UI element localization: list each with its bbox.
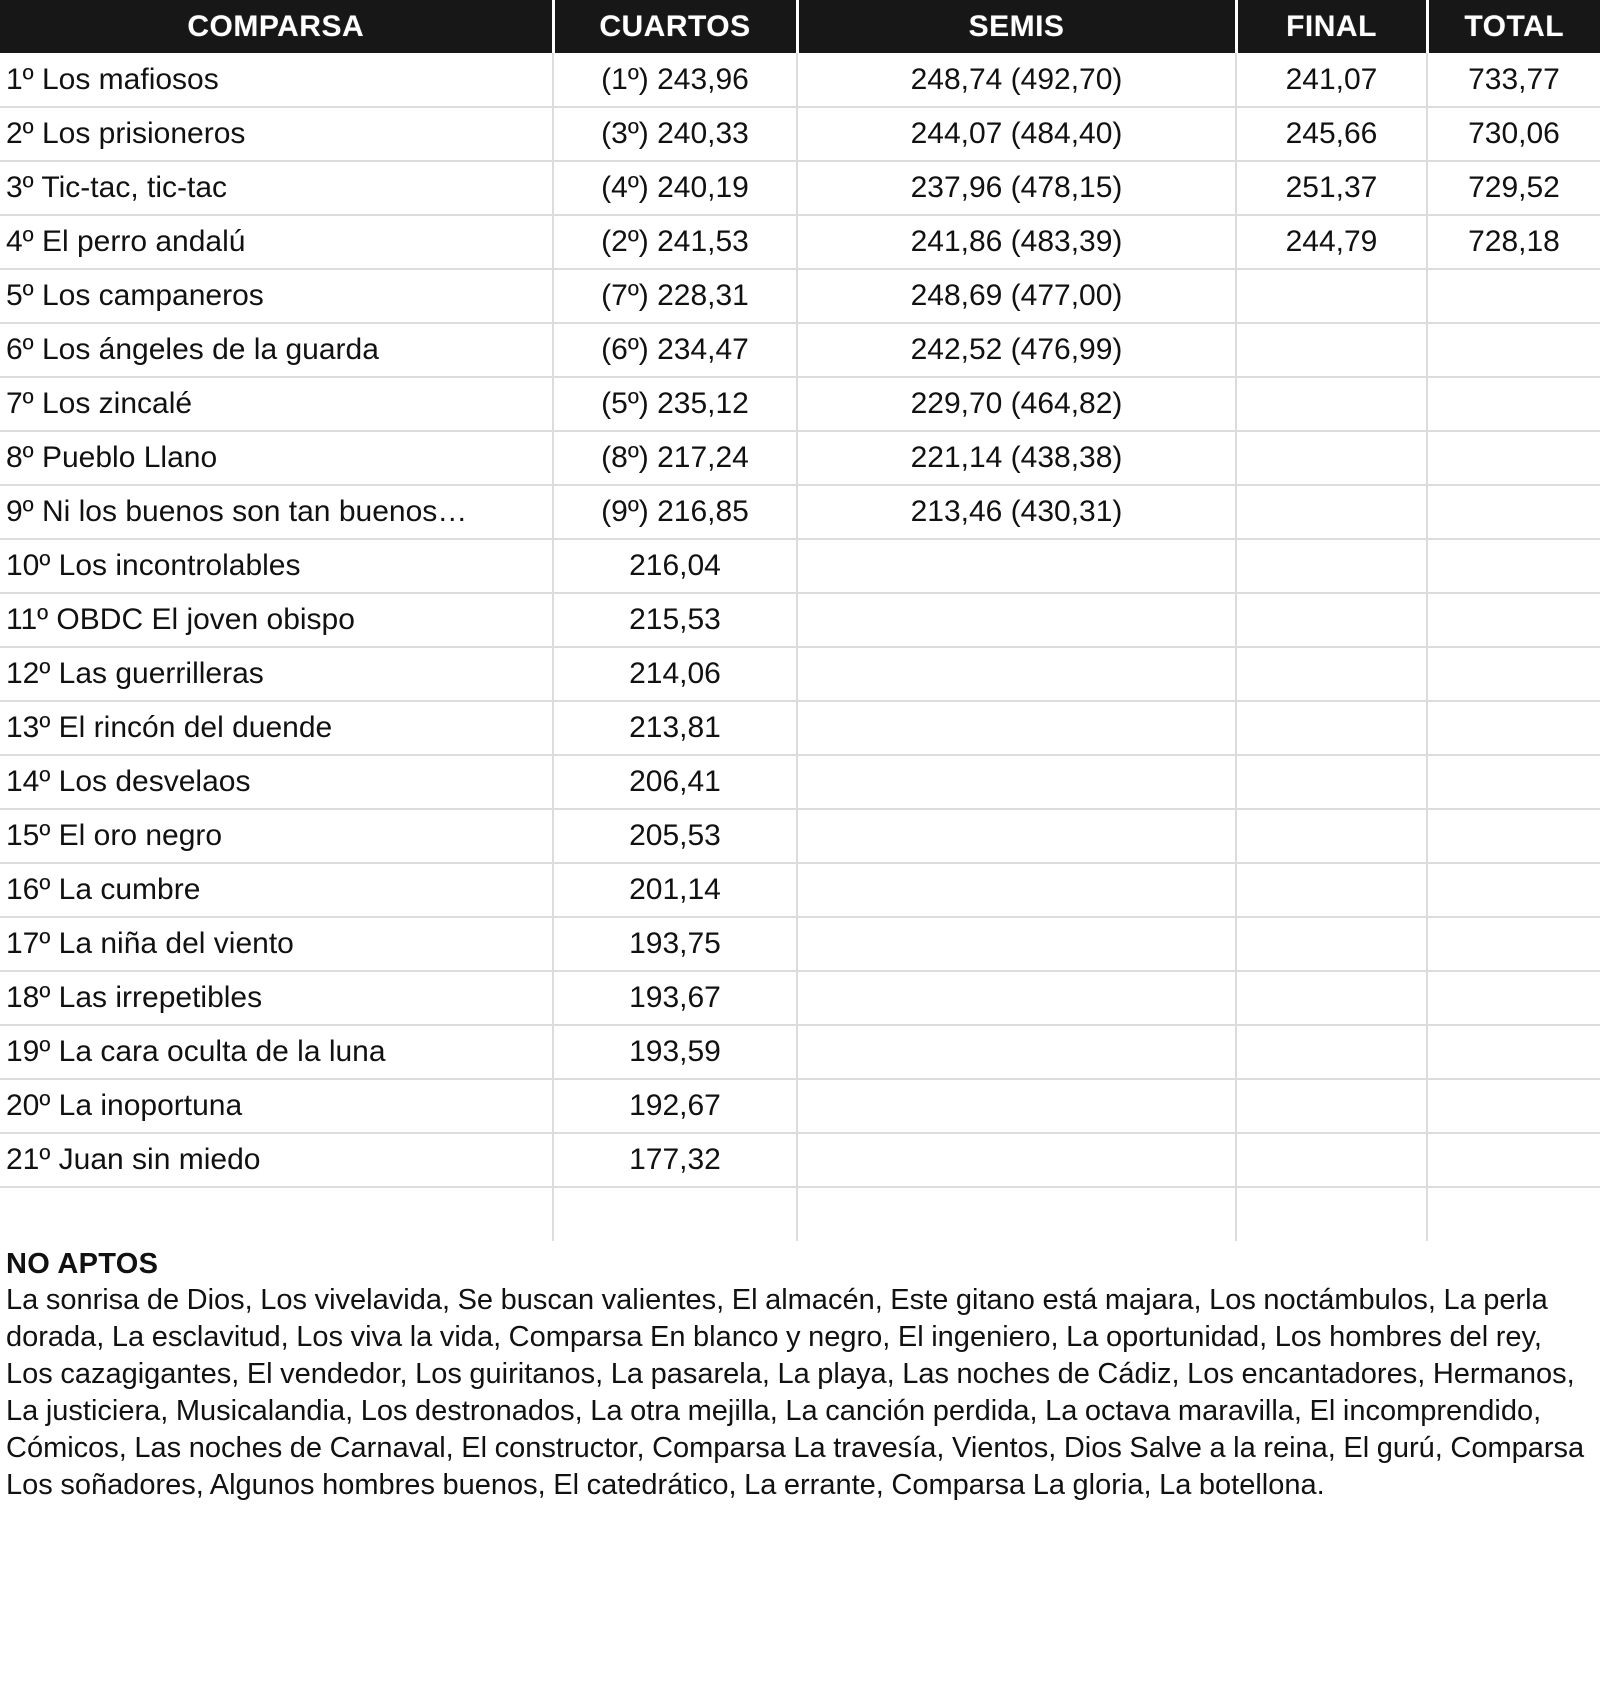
cell-cuartos: (8º) 217,24 xyxy=(553,431,797,485)
cell-cuartos: 201,14 xyxy=(553,863,797,917)
cell-semis xyxy=(797,1079,1236,1133)
table-row xyxy=(0,161,1600,215)
table-row xyxy=(0,539,1600,593)
cell-total xyxy=(1427,971,1600,1025)
cell-semis: 241,86 (483,39) xyxy=(797,215,1236,269)
cell-final: 245,66 xyxy=(1236,107,1427,161)
table-row xyxy=(0,377,1600,431)
cell-semis xyxy=(797,593,1236,647)
cell-final xyxy=(1236,1133,1427,1187)
cell-comparsa: 3º Tic-tac, tic-tac xyxy=(0,161,553,215)
no-aptos-section xyxy=(0,1241,1600,1504)
cell-final xyxy=(1236,917,1427,971)
cell-total: 729,52 xyxy=(1427,161,1600,215)
cell-total xyxy=(1427,377,1600,431)
cell-final xyxy=(1236,431,1427,485)
cell-comparsa: 16º La cumbre xyxy=(0,863,553,917)
table-row xyxy=(0,107,1600,161)
table-header xyxy=(0,0,1600,53)
cell-comparsa: 11º OBDC El joven obispo xyxy=(0,593,553,647)
cell-cuartos: 215,53 xyxy=(553,593,797,647)
cell-total xyxy=(1427,539,1600,593)
cell-comparsa: 9º Ni los buenos son tan buenos… xyxy=(0,485,553,539)
table-row xyxy=(0,1025,1600,1079)
cell-comparsa: 19º La cara oculta de la luna xyxy=(0,1025,553,1079)
cell-total xyxy=(1427,647,1600,701)
cell-cuartos: (9º) 216,85 xyxy=(553,485,797,539)
cell-cuartos: 205,53 xyxy=(553,809,797,863)
cell-total: 733,77 xyxy=(1427,53,1600,107)
cell-total xyxy=(1427,431,1600,485)
cell-total xyxy=(1427,1187,1600,1241)
cell-semis: 237,96 (478,15) xyxy=(797,161,1236,215)
cell-total xyxy=(1427,593,1600,647)
cell-comparsa: 8º Pueblo Llano xyxy=(0,431,553,485)
cell-cuartos xyxy=(553,1187,797,1241)
cell-comparsa: 2º Los prisioneros xyxy=(0,107,553,161)
cell-comparsa: 7º Los zincalé xyxy=(0,377,553,431)
cell-total xyxy=(1427,485,1600,539)
cell-comparsa xyxy=(0,1187,553,1241)
table-row xyxy=(0,647,1600,701)
cell-cuartos: 192,67 xyxy=(553,1079,797,1133)
table-body xyxy=(0,53,1600,1241)
column-header-final: FINAL xyxy=(1236,0,1427,53)
cell-total: 730,06 xyxy=(1427,107,1600,161)
column-header-cuartos: CUARTOS xyxy=(553,0,797,53)
cell-cuartos: (2º) 241,53 xyxy=(553,215,797,269)
cell-final xyxy=(1236,539,1427,593)
cell-total xyxy=(1427,1133,1600,1187)
table-row xyxy=(0,1187,1600,1241)
cell-semis: 229,70 (464,82) xyxy=(797,377,1236,431)
no-aptos-list: La sonrisa de Dios, Los vivelavida, Se buscan valientes, El almacén, Este gitano está majara, Los noctámbulos, La perla dorada, La esclavitud, Los viva la vida, Comparsa En blanco y negro, El ingeniero, La oportunidad, Los hombres del rey, Los cazagigantes, El vendedor, Los guiritanos, La pasarela, La playa, Las noches de Cádiz, Los encantadores, Hermanos, La justiciera, Musicalandia, Los destronados, La otra mejilla, La canción perdida, La octava maravilla, El incomprendido, Cómicos, Las noches de Carnaval, El constructor, Comparsa La travesía, Vientos, Dios Salve a la reina, El gurú, Comparsa Los soñadores, Algunos hombres buenos, El catedrático, La errante, Comparsa La gloria, La botellona. xyxy=(6,1283,1585,1502)
table-row xyxy=(0,431,1600,485)
table-row xyxy=(0,269,1600,323)
cell-semis xyxy=(797,701,1236,755)
cell-cuartos: 206,41 xyxy=(553,755,797,809)
cell-total xyxy=(1427,269,1600,323)
cell-semis xyxy=(797,809,1236,863)
cell-final xyxy=(1236,377,1427,431)
cell-comparsa: 12º Las guerrilleras xyxy=(0,647,553,701)
cell-final xyxy=(1236,809,1427,863)
table-row xyxy=(0,485,1600,539)
cell-semis: 242,52 (476,99) xyxy=(797,323,1236,377)
cell-total: 728,18 xyxy=(1427,215,1600,269)
table-row xyxy=(0,1079,1600,1133)
cell-cuartos: (6º) 234,47 xyxy=(553,323,797,377)
table-row xyxy=(0,701,1600,755)
cell-final xyxy=(1236,1025,1427,1079)
cell-comparsa: 21º Juan sin miedo xyxy=(0,1133,553,1187)
no-aptos-heading: NO APTOS xyxy=(6,1248,159,1280)
table-row xyxy=(0,323,1600,377)
table-row xyxy=(0,971,1600,1025)
column-header-total: TOTAL xyxy=(1427,0,1600,53)
cell-cuartos: 193,67 xyxy=(553,971,797,1025)
cell-comparsa: 1º Los mafiosos xyxy=(0,53,553,107)
table-row xyxy=(0,1133,1600,1187)
table-row xyxy=(0,215,1600,269)
cell-semis: 244,07 (484,40) xyxy=(797,107,1236,161)
cell-cuartos: 213,81 xyxy=(553,701,797,755)
cell-semis: 213,46 (430,31) xyxy=(797,485,1236,539)
cell-semis xyxy=(797,539,1236,593)
cell-cuartos: 193,59 xyxy=(553,1025,797,1079)
cell-cuartos: (5º) 235,12 xyxy=(553,377,797,431)
table-row xyxy=(0,863,1600,917)
cell-semis: 248,69 (477,00) xyxy=(797,269,1236,323)
cell-total xyxy=(1427,1025,1600,1079)
cell-semis xyxy=(797,863,1236,917)
cell-semis xyxy=(797,647,1236,701)
table-row xyxy=(0,593,1600,647)
cell-total xyxy=(1427,701,1600,755)
cell-semis xyxy=(797,971,1236,1025)
cell-final xyxy=(1236,863,1427,917)
cell-total xyxy=(1427,323,1600,377)
cell-final: 244,79 xyxy=(1236,215,1427,269)
cell-comparsa: 20º La inoportuna xyxy=(0,1079,553,1133)
cell-final xyxy=(1236,485,1427,539)
cell-comparsa: 5º Los campaneros xyxy=(0,269,553,323)
cell-final xyxy=(1236,701,1427,755)
cell-final xyxy=(1236,971,1427,1025)
cell-semis: 221,14 (438,38) xyxy=(797,431,1236,485)
cell-total xyxy=(1427,917,1600,971)
cell-comparsa: 18º Las irrepetibles xyxy=(0,971,553,1025)
cell-total xyxy=(1427,1079,1600,1133)
cell-final xyxy=(1236,269,1427,323)
cell-cuartos: (1º) 243,96 xyxy=(553,53,797,107)
cell-semis xyxy=(797,1025,1236,1079)
cell-comparsa: 6º Los ángeles de la guarda xyxy=(0,323,553,377)
column-header-comparsa: COMPARSA xyxy=(0,0,553,53)
cell-comparsa: 13º El rincón del duende xyxy=(0,701,553,755)
cell-semis: 248,74 (492,70) xyxy=(797,53,1236,107)
cell-final xyxy=(1236,647,1427,701)
cell-final xyxy=(1236,1187,1427,1241)
cell-cuartos: 193,75 xyxy=(553,917,797,971)
cell-semis xyxy=(797,917,1236,971)
cell-cuartos: (3º) 240,33 xyxy=(553,107,797,161)
cell-final xyxy=(1236,323,1427,377)
cell-cuartos: 214,06 xyxy=(553,647,797,701)
cell-cuartos: 177,32 xyxy=(553,1133,797,1187)
table-row xyxy=(0,809,1600,863)
cell-cuartos: (7º) 228,31 xyxy=(553,269,797,323)
cell-semis xyxy=(797,1187,1236,1241)
cell-semis xyxy=(797,1133,1236,1187)
cell-total xyxy=(1427,755,1600,809)
cell-comparsa: 15º El oro negro xyxy=(0,809,553,863)
table-header-row xyxy=(0,0,1600,53)
cell-comparsa: 10º Los incontrolables xyxy=(0,539,553,593)
cell-comparsa: 4º El perro andalú xyxy=(0,215,553,269)
table-row xyxy=(0,917,1600,971)
column-header-semis: SEMIS xyxy=(797,0,1236,53)
cell-final: 241,07 xyxy=(1236,53,1427,107)
cell-semis xyxy=(797,755,1236,809)
cell-cuartos: 216,04 xyxy=(553,539,797,593)
cell-final xyxy=(1236,755,1427,809)
cell-comparsa: 17º La niña del viento xyxy=(0,917,553,971)
cell-total xyxy=(1427,863,1600,917)
cell-cuartos: (4º) 240,19 xyxy=(553,161,797,215)
table-row xyxy=(0,755,1600,809)
cell-total xyxy=(1427,809,1600,863)
cell-final: 251,37 xyxy=(1236,161,1427,215)
cell-final xyxy=(1236,1079,1427,1133)
table-row xyxy=(0,53,1600,107)
cell-final xyxy=(1236,593,1427,647)
cell-comparsa: 14º Los desvelaos xyxy=(0,755,553,809)
